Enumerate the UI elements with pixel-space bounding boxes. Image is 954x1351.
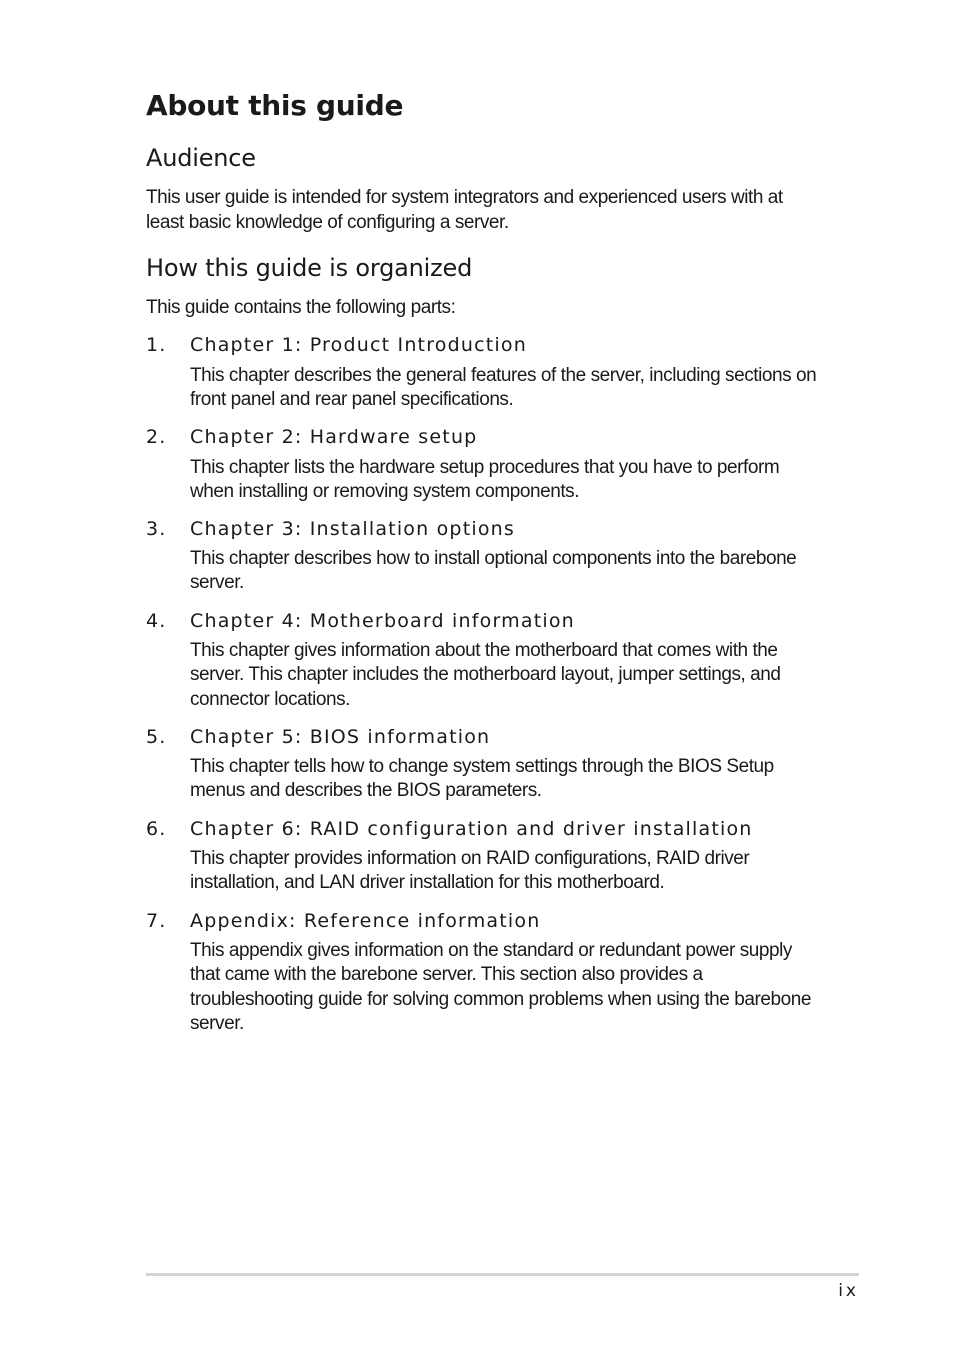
list-item-number: 1. bbox=[146, 334, 167, 356]
organized-intro: This guide contains the following parts: bbox=[146, 297, 456, 318]
list-item-number: 3. bbox=[146, 518, 167, 540]
list-item-number: 7. bbox=[146, 910, 167, 932]
list-item-title: Chapter 2: Hardware setup bbox=[190, 426, 478, 448]
list-item-heading bbox=[146, 909, 540, 933]
organized-heading: How this guide is organized bbox=[146, 254, 473, 282]
list-item-text: This chapter gives information about the motherboard that comes with the server. This chapter includes the motherboard layout, jumper settings, and connector locations. bbox=[190, 640, 781, 710]
audience-heading: Audience bbox=[146, 144, 256, 172]
list-item-text: This chapter tells how to change system settings through the BIOS Setup menus and describes the BIOS parameters. bbox=[190, 756, 774, 802]
page-title: About this guide bbox=[146, 89, 404, 122]
list-item-heading bbox=[146, 609, 575, 633]
list-item-text: This chapter describes how to install optional components into the barebone server. bbox=[190, 548, 797, 594]
list-item-heading bbox=[146, 333, 527, 357]
list-item-number: 6. bbox=[146, 818, 167, 840]
list-item-text: This chapter describes the general features of the server, including sections on front panel and rear panel specifications. bbox=[190, 365, 817, 411]
list-item-title: Chapter 5: BIOS information bbox=[190, 726, 491, 748]
list-item-title: Chapter 4: Motherboard information bbox=[190, 610, 575, 632]
list-item-heading bbox=[146, 425, 477, 449]
page-number: ix bbox=[838, 1281, 859, 1301]
list-item-heading bbox=[146, 817, 753, 841]
list-item-number: 4. bbox=[146, 610, 167, 632]
list-item-title: Chapter 3: Installation options bbox=[190, 518, 515, 540]
list-item-heading bbox=[146, 725, 490, 749]
list-item-title: Appendix: Reference information bbox=[190, 910, 541, 932]
list-item-text: This appendix gives information on the standard or redundant power supply that came with the barebone server. This section also provides a troubleshooting guide for solving common problems when using the barebone server. bbox=[190, 940, 811, 1034]
list-item-text: This chapter provides information on RAID configurations, RAID driver installation, and LAN driver installation for this motherboard. bbox=[190, 848, 750, 894]
audience-text: This user guide is intended for system integrators and experienced users with at least basic knowledge of configuring a server. bbox=[146, 187, 783, 233]
list-item-number: 5. bbox=[146, 726, 167, 748]
list-item-number: 2. bbox=[146, 426, 167, 448]
list-item-title: Chapter 6: RAID configuration and driver installation bbox=[190, 818, 753, 840]
list-item-title: Chapter 1: Product Introduction bbox=[190, 334, 527, 356]
list-item-heading bbox=[146, 517, 515, 541]
list-item-text: This chapter lists the hardware setup procedures that you have to perform when installing or removing system components. bbox=[190, 457, 780, 503]
footer-divider bbox=[146, 1273, 859, 1276]
